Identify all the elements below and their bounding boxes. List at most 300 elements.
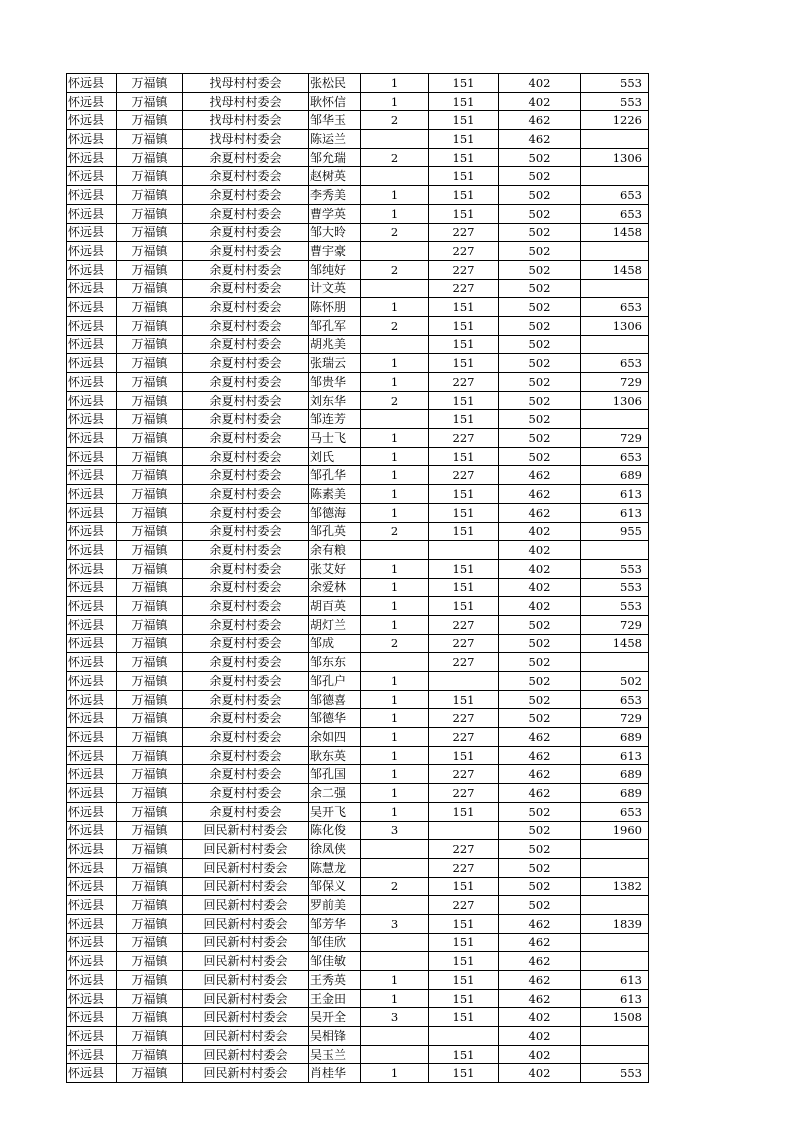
total-cell [581,335,649,354]
amount-b-cell: 462 [499,971,581,990]
amount-a-cell: 151 [429,111,499,130]
town-cell: 万福镇 [117,92,183,111]
town-cell: 万福镇 [117,765,183,784]
count-cell: 1 [361,485,429,504]
table-row [67,840,649,859]
county-cell: 怀远县 [67,1064,117,1083]
count-cell: 1 [361,559,429,578]
village-cell: 余夏村村委会 [183,653,309,672]
village-cell: 余夏村村委会 [183,354,309,373]
village-cell: 余夏村村委会 [183,503,309,522]
town-cell: 万福镇 [117,971,183,990]
amount-a-cell: 227 [429,709,499,728]
county-cell: 怀远县 [67,223,117,242]
amount-a-cell: 151 [429,447,499,466]
village-cell: 找母村村委会 [183,92,309,111]
town-cell: 万福镇 [117,279,183,298]
name-cell: 罗前美 [309,896,361,915]
amount-a-cell: 227 [429,279,499,298]
count-cell: 1 [361,1064,429,1083]
total-cell: 613 [581,971,649,990]
total-cell: 553 [581,597,649,616]
total-cell [581,130,649,149]
total-cell [581,896,649,915]
name-cell: 陈慧龙 [309,858,361,877]
total-cell: 653 [581,690,649,709]
count-cell: 2 [361,316,429,335]
table-row [67,92,649,111]
village-cell: 余夏村村委会 [183,186,309,205]
total-cell [581,410,649,429]
table-row [67,204,649,223]
amount-b-cell: 402 [499,1008,581,1027]
amount-b-cell: 402 [499,559,581,578]
total-cell: 955 [581,522,649,541]
town-cell: 万福镇 [117,74,183,93]
amount-a-cell: 151 [429,391,499,410]
name-cell: 邹孔英 [309,522,361,541]
county-cell: 怀远县 [67,279,117,298]
total-cell [581,1045,649,1064]
count-cell [361,952,429,971]
village-cell: 余夏村村委会 [183,410,309,429]
total-cell: 653 [581,204,649,223]
village-cell: 余夏村村委会 [183,541,309,560]
count-cell [361,130,429,149]
count-cell: 1 [361,298,429,317]
total-cell: 729 [581,709,649,728]
amount-a-cell: 151 [429,148,499,167]
name-cell: 余爱林 [309,578,361,597]
town-cell: 万福镇 [117,672,183,691]
village-cell: 找母村村委会 [183,111,309,130]
amount-a-cell: 151 [429,933,499,952]
amount-a-cell: 227 [429,728,499,747]
amount-a-cell: 151 [429,802,499,821]
table-row [67,952,649,971]
name-cell: 邹纯好 [309,260,361,279]
table-row [67,933,649,952]
county-cell: 怀远县 [67,186,117,205]
amount-b-cell: 502 [499,690,581,709]
county-cell: 怀远县 [67,802,117,821]
name-cell: 李秀美 [309,186,361,205]
amount-b-cell: 502 [499,354,581,373]
county-cell: 怀远县 [67,541,117,560]
count-cell: 1 [361,690,429,709]
total-cell: 653 [581,802,649,821]
town-cell: 万福镇 [117,615,183,634]
amount-b-cell: 502 [499,672,581,691]
name-cell: 刘氏 [309,447,361,466]
town-cell: 万福镇 [117,316,183,335]
town-cell: 万福镇 [117,933,183,952]
amount-a-cell [429,672,499,691]
name-cell: 邹芳华 [309,914,361,933]
name-cell: 邹允瑞 [309,148,361,167]
amount-a-cell: 227 [429,784,499,803]
name-cell: 赵树英 [309,167,361,186]
count-cell: 1 [361,186,429,205]
count-cell: 2 [361,148,429,167]
town-cell: 万福镇 [117,130,183,149]
name-cell: 陈化俊 [309,821,361,840]
amount-a-cell: 227 [429,615,499,634]
village-cell: 回民新村村委会 [183,952,309,971]
county-cell: 怀远县 [67,989,117,1008]
total-cell: 729 [581,429,649,448]
amount-a-cell: 151 [429,746,499,765]
village-cell: 余夏村村委会 [183,298,309,317]
table-row [67,877,649,896]
town-cell: 万福镇 [117,223,183,242]
count-cell [361,279,429,298]
amount-b-cell: 502 [499,634,581,653]
amount-b-cell: 402 [499,541,581,560]
table-row [67,578,649,597]
amount-b-cell: 502 [499,279,581,298]
county-cell: 怀远县 [67,316,117,335]
amount-a-cell: 151 [429,298,499,317]
town-cell: 万福镇 [117,186,183,205]
table-row [67,130,649,149]
amount-b-cell: 402 [499,1045,581,1064]
town-cell: 万福镇 [117,914,183,933]
town-cell: 万福镇 [117,802,183,821]
table-row [67,709,649,728]
town-cell: 万福镇 [117,429,183,448]
village-cell: 余夏村村委会 [183,260,309,279]
town-cell: 万福镇 [117,373,183,392]
amount-b-cell: 502 [499,821,581,840]
table-row [67,1045,649,1064]
table-row [67,634,649,653]
county-cell: 怀远县 [67,765,117,784]
table-row [67,1064,649,1083]
count-cell: 2 [361,260,429,279]
count-cell: 1 [361,466,429,485]
table-row [67,485,649,504]
village-cell: 回民新村村委会 [183,914,309,933]
count-cell: 1 [361,615,429,634]
table-row [67,298,649,317]
amount-b-cell: 502 [499,335,581,354]
amount-a-cell: 227 [429,765,499,784]
name-cell: 余有粮 [309,541,361,560]
table-row [67,989,649,1008]
table-row [67,746,649,765]
town-cell: 万福镇 [117,410,183,429]
amount-b-cell: 462 [499,914,581,933]
amount-b-cell: 502 [499,373,581,392]
village-cell: 余夏村村委会 [183,373,309,392]
total-cell [581,242,649,261]
county-cell: 怀远县 [67,559,117,578]
amount-a-cell: 227 [429,373,499,392]
total-cell: 1306 [581,148,649,167]
name-cell: 邹佳欣 [309,933,361,952]
name-cell: 张松民 [309,74,361,93]
amount-a-cell [429,541,499,560]
name-cell: 耿东英 [309,746,361,765]
table-row [67,672,649,691]
village-cell: 回民新村村委会 [183,1064,309,1083]
county-cell: 怀远县 [67,821,117,840]
village-cell: 余夏村村委会 [183,746,309,765]
amount-a-cell: 151 [429,522,499,541]
town-cell: 万福镇 [117,298,183,317]
total-cell: 729 [581,373,649,392]
amount-a-cell: 151 [429,74,499,93]
town-cell: 万福镇 [117,1008,183,1027]
name-cell: 余如四 [309,728,361,747]
county-cell: 怀远县 [67,391,117,410]
total-cell: 689 [581,784,649,803]
village-cell: 余夏村村委会 [183,429,309,448]
count-cell: 1 [361,672,429,691]
name-cell: 余二强 [309,784,361,803]
name-cell: 邹德海 [309,503,361,522]
village-cell: 回民新村村委会 [183,933,309,952]
total-cell [581,1027,649,1046]
total-cell: 613 [581,485,649,504]
amount-a-cell: 227 [429,242,499,261]
county-cell: 怀远县 [67,578,117,597]
village-cell: 回民新村村委会 [183,1008,309,1027]
name-cell: 计文英 [309,279,361,298]
table-row [67,784,649,803]
count-cell: 1 [361,204,429,223]
table-row [67,653,649,672]
town-cell: 万福镇 [117,896,183,915]
count-cell: 2 [361,111,429,130]
amount-b-cell: 402 [499,1027,581,1046]
county-cell: 怀远县 [67,840,117,859]
county-cell: 怀远县 [67,522,117,541]
village-cell: 余夏村村委会 [183,784,309,803]
amount-a-cell: 227 [429,896,499,915]
town-cell: 万福镇 [117,466,183,485]
county-cell: 怀远县 [67,896,117,915]
village-cell: 回民新村村委会 [183,896,309,915]
county-cell: 怀远县 [67,709,117,728]
table-row [67,186,649,205]
town-cell: 万福镇 [117,204,183,223]
village-cell: 余夏村村委会 [183,242,309,261]
table-row [67,260,649,279]
table-body [67,74,649,1083]
amount-b-cell: 502 [499,148,581,167]
village-cell: 回民新村村委会 [183,821,309,840]
table-row [67,354,649,373]
village-cell: 余夏村村委会 [183,447,309,466]
amount-a-cell: 151 [429,597,499,616]
table-row [67,373,649,392]
name-cell: 邹华玉 [309,111,361,130]
total-cell: 1382 [581,877,649,896]
table-row [67,391,649,410]
amount-b-cell: 502 [499,242,581,261]
town-cell: 万福镇 [117,746,183,765]
village-cell: 余夏村村委会 [183,204,309,223]
count-cell: 2 [361,391,429,410]
amount-b-cell: 502 [499,653,581,672]
count-cell: 2 [361,522,429,541]
total-cell: 689 [581,466,649,485]
name-cell: 邹成 [309,634,361,653]
town-cell: 万福镇 [117,653,183,672]
total-cell [581,933,649,952]
town-cell: 万福镇 [117,1027,183,1046]
amount-a-cell: 227 [429,840,499,859]
table-row [67,821,649,840]
count-cell: 1 [361,503,429,522]
amount-b-cell: 462 [499,466,581,485]
count-cell: 1 [361,784,429,803]
town-cell: 万福镇 [117,541,183,560]
amount-b-cell: 462 [499,765,581,784]
table-row [67,541,649,560]
county-cell: 怀远县 [67,746,117,765]
village-cell: 找母村村委会 [183,130,309,149]
name-cell: 胡灯兰 [309,615,361,634]
table-row [67,1008,649,1027]
name-cell: 马士飞 [309,429,361,448]
town-cell: 万福镇 [117,690,183,709]
amount-b-cell: 462 [499,728,581,747]
name-cell: 徐凤侠 [309,840,361,859]
count-cell: 1 [361,92,429,111]
name-cell: 陈素美 [309,485,361,504]
town-cell: 万福镇 [117,634,183,653]
amount-b-cell: 502 [499,186,581,205]
town-cell: 万福镇 [117,952,183,971]
name-cell: 邹孔国 [309,765,361,784]
amount-a-cell: 151 [429,503,499,522]
total-cell: 653 [581,447,649,466]
total-cell: 1839 [581,914,649,933]
count-cell [361,896,429,915]
total-cell [581,840,649,859]
amount-a-cell: 151 [429,130,499,149]
table-row [67,896,649,915]
total-cell [581,279,649,298]
count-cell: 2 [361,634,429,653]
village-cell: 余夏村村委会 [183,802,309,821]
amount-b-cell: 502 [499,896,581,915]
count-cell: 2 [361,877,429,896]
village-cell: 余夏村村委会 [183,559,309,578]
village-cell: 余夏村村委会 [183,391,309,410]
town-cell: 万福镇 [117,485,183,504]
amount-b-cell: 502 [499,615,581,634]
county-cell: 怀远县 [67,373,117,392]
village-cell: 回民新村村委会 [183,1027,309,1046]
name-cell: 吴玉兰 [309,1045,361,1064]
name-cell: 邹德喜 [309,690,361,709]
amount-a-cell [429,1027,499,1046]
table-row [67,802,649,821]
county-cell: 怀远县 [67,690,117,709]
name-cell: 邹孔军 [309,316,361,335]
town-cell: 万福镇 [117,391,183,410]
amount-b-cell: 502 [499,410,581,429]
village-cell: 余夏村村委会 [183,709,309,728]
amount-a-cell: 227 [429,466,499,485]
amount-a-cell: 227 [429,223,499,242]
county-cell: 怀远县 [67,952,117,971]
amount-a-cell: 151 [429,354,499,373]
amount-b-cell: 402 [499,74,581,93]
amount-b-cell: 502 [499,709,581,728]
name-cell: 王秀英 [309,971,361,990]
total-cell: 689 [581,728,649,747]
table-row [67,223,649,242]
name-cell: 张艾好 [309,559,361,578]
amount-a-cell: 151 [429,1008,499,1027]
village-cell: 余夏村村委会 [183,672,309,691]
count-cell: 1 [361,728,429,747]
town-cell: 万福镇 [117,728,183,747]
town-cell: 万福镇 [117,111,183,130]
table-row [67,1027,649,1046]
count-cell: 1 [361,447,429,466]
count-cell: 3 [361,821,429,840]
amount-a-cell: 151 [429,952,499,971]
town-cell: 万福镇 [117,1045,183,1064]
amount-a-cell: 151 [429,971,499,990]
count-cell [361,1045,429,1064]
village-cell: 余夏村村委会 [183,615,309,634]
county-cell: 怀远县 [67,130,117,149]
village-cell: 余夏村村委会 [183,148,309,167]
amount-b-cell: 502 [499,858,581,877]
name-cell: 胡兆美 [309,335,361,354]
name-cell: 邹贵华 [309,373,361,392]
town-cell: 万福镇 [117,522,183,541]
total-cell: 553 [581,92,649,111]
county-cell: 怀远县 [67,933,117,952]
name-cell: 吴相锋 [309,1027,361,1046]
town-cell: 万福镇 [117,578,183,597]
amount-b-cell: 502 [499,802,581,821]
table-row [67,74,649,93]
village-cell: 余夏村村委会 [183,578,309,597]
town-cell: 万福镇 [117,840,183,859]
count-cell [361,410,429,429]
table-row [67,167,649,186]
name-cell: 曹学英 [309,204,361,223]
county-cell: 怀远县 [67,634,117,653]
table-row [67,559,649,578]
amount-a-cell: 151 [429,204,499,223]
total-cell: 553 [581,1064,649,1083]
county-cell: 怀远县 [67,74,117,93]
count-cell: 2 [361,223,429,242]
name-cell: 陈运兰 [309,130,361,149]
amount-b-cell: 462 [499,111,581,130]
amount-a-cell: 151 [429,877,499,896]
county-cell: 怀远县 [67,971,117,990]
town-cell: 万福镇 [117,354,183,373]
amount-a-cell [429,821,499,840]
county-cell: 怀远县 [67,410,117,429]
amount-b-cell: 402 [499,597,581,616]
county-cell: 怀远县 [67,335,117,354]
town-cell: 万福镇 [117,148,183,167]
total-cell: 553 [581,559,649,578]
name-cell: 邹东东 [309,653,361,672]
